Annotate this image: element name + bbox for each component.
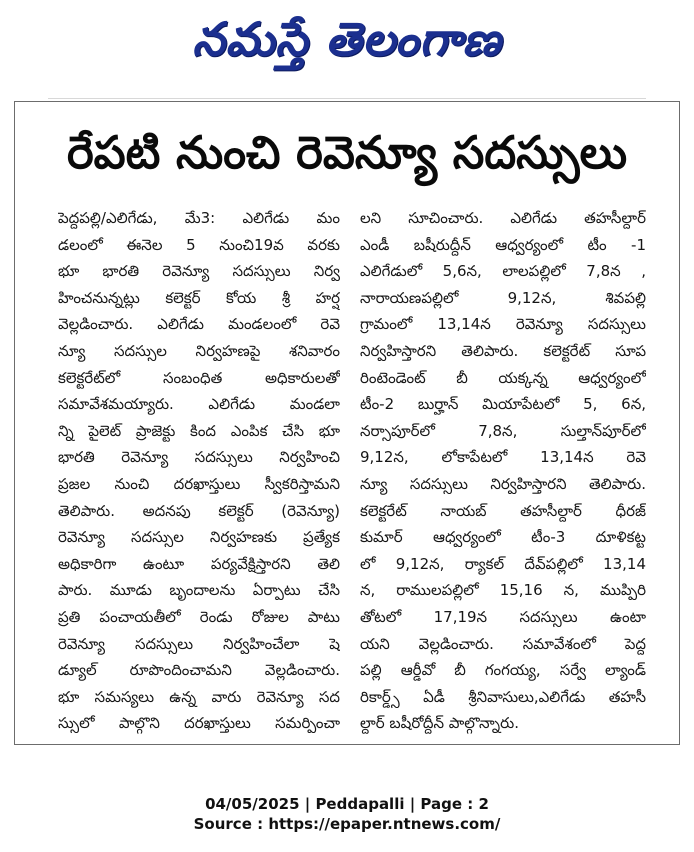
text-line: లని సూచించారు. ఎలిగేడు తహసీల్దార్ (360, 209, 646, 227)
text-line: లో 9,12న, ర్యాకల్ దేవ్‌పల్లిలో 13,14 (360, 554, 646, 573)
text-line: కుమార్ ఆధ్వర్యంలో టీం-3 దూళికట్ట (360, 528, 646, 547)
text-line: రెవెన్యూ సదస్సులు నిర్వహించేలా షె (58, 634, 340, 653)
article-headline: రేపటి నుంచి రెవెన్యూ సదస్సులు (66, 126, 628, 179)
text-line: నర్సాపూర్‌లో 7,8న, సుల్తాన్‌పూర్‌లో (360, 421, 646, 440)
text-line: పల్లి ఆర్డీవో బీ గంగయ్య, సర్వే ల్యాండ్ (360, 661, 646, 680)
text-line: తెలిపారు. అదనపు కలెక్టర్ (రెవెన్యూ) (58, 501, 340, 520)
text-line: స్సులో పాల్గొని దరఖాస్తులు సమర్పించా (58, 714, 340, 733)
text-line: వెల్లడించారు. ఎలిగేడు మండలంలో రెవె (58, 315, 340, 334)
text-line: రెవెన్యూ సదస్సుల నిర్వహణకు ప్రత్యేక (58, 528, 340, 547)
text-line: టీం-2 బుర్హాన్ మియాపేటలో 5, 6న, (360, 395, 646, 414)
text-line: రింటెండెంట్ బీ యక్కన్న ఆధ్వర్యంలో (360, 368, 646, 387)
text-line: న్ని పైలెట్ ప్రాజెక్టు కింద ఎంపిక చేసి భూ (58, 421, 340, 440)
text-line: హించనున్నట్లు కలెక్టర్ కోయ శ్రీ హర్ష (58, 288, 340, 307)
text-line: యని వెల్లడించారు. సమావేశంలో పెద్ద (360, 634, 646, 653)
text-line: న్యూ సదస్సుల నిర్వహణపై శనివారం (58, 341, 340, 360)
text-line: పారు. మూడు బృందాలను ఏర్పాటు చేసి (58, 581, 340, 600)
publication-info: 04/05/2025 | Peddapalli | Page : 2 (205, 795, 489, 813)
text-line: నారాయణపల్లిలో 9,12న, శివపల్లి (360, 288, 646, 307)
text-line: ల్దార్ బషీరోద్దీన్ పాల్గొన్నారు. (360, 714, 519, 733)
text-line: రికార్డ్స్ ఏడీ శ్రీనివాసులు,ఎలిగేడు తహసీ (360, 687, 646, 706)
article-left-column (58, 205, 340, 737)
text-line: అధికారిగా ఉంటూ పర్యవేక్షిస్తారని తెలి (58, 554, 340, 573)
text-line: కలెక్టరేట్‌లో సంబంధిత అధికారులతో (58, 368, 340, 387)
text-line: భూ సమస్యలు ఉన్న వారు రెవెన్యూ సద (58, 687, 340, 706)
text-line: నిర్వహిస్తారని తెలిపారు. కలెక్టరేట్ సూప (360, 341, 646, 360)
text-line: ప్రతి పంచాయతీలో రెండు రోజుల పాటు (58, 607, 340, 626)
text-line: న్యూ సదస్సులు నిర్వహిస్తారని తెలిపారు. (360, 474, 646, 493)
source-link[interactable]: Source : https://epaper.ntnews.com/ (193, 815, 501, 833)
text-line: భారతి రెవెన్యూ సదస్సులు నిర్వహించి (58, 448, 340, 467)
text-line: పెద్దపల్లి/ఎలిగేడు, మే3: ఎలిగేడు మం (58, 209, 340, 227)
article-right-column (360, 205, 646, 737)
text-line: ప్రజల నుంచి దరఖాస్తులు స్వీకరిస్తామని (58, 474, 340, 493)
text-line: కలెక్టరేట్ నాయబ్ తహసీల్దార్ ధీరజ్ (360, 501, 646, 520)
text-line: 9,12న, లోకాపేటలో 13,14న రెవె (360, 448, 646, 467)
text-line: గ్రామంలో 13,14న రెవెన్యూ సదస్సులు (360, 315, 646, 334)
text-line: డలంలో ఈనెల 5 నుంచి19వ వరకు (58, 235, 340, 254)
text-line: డ్యూల్ రూపొందించామని వెల్లడించారు. (58, 661, 340, 680)
text-line: భూ భారతి రెవెన్యూ సదస్సులు నిర్వ (58, 262, 340, 281)
text-line: ఎండీ బషీరుద్దీన్ ఆధ్వర్యంలో టీం -1 (360, 235, 646, 254)
text-line: న, రాములపల్లిలో 15,16 న, ముప్పిరి (360, 581, 646, 600)
masthead-divider (48, 98, 646, 99)
text-line: సమావేశమయ్యారు. ఎలిగేడు మండలా (58, 395, 340, 414)
text-line: తోటలో 17,19న సదస్సులు ఉంటా (360, 607, 646, 626)
masthead (0, 6, 694, 72)
text-line: ఎలిగేడులో 5,6న, లాలపల్లిలో 7,8న , (360, 262, 646, 281)
newspaper-logo: నమస్తే తెలంగాణ (192, 12, 502, 66)
